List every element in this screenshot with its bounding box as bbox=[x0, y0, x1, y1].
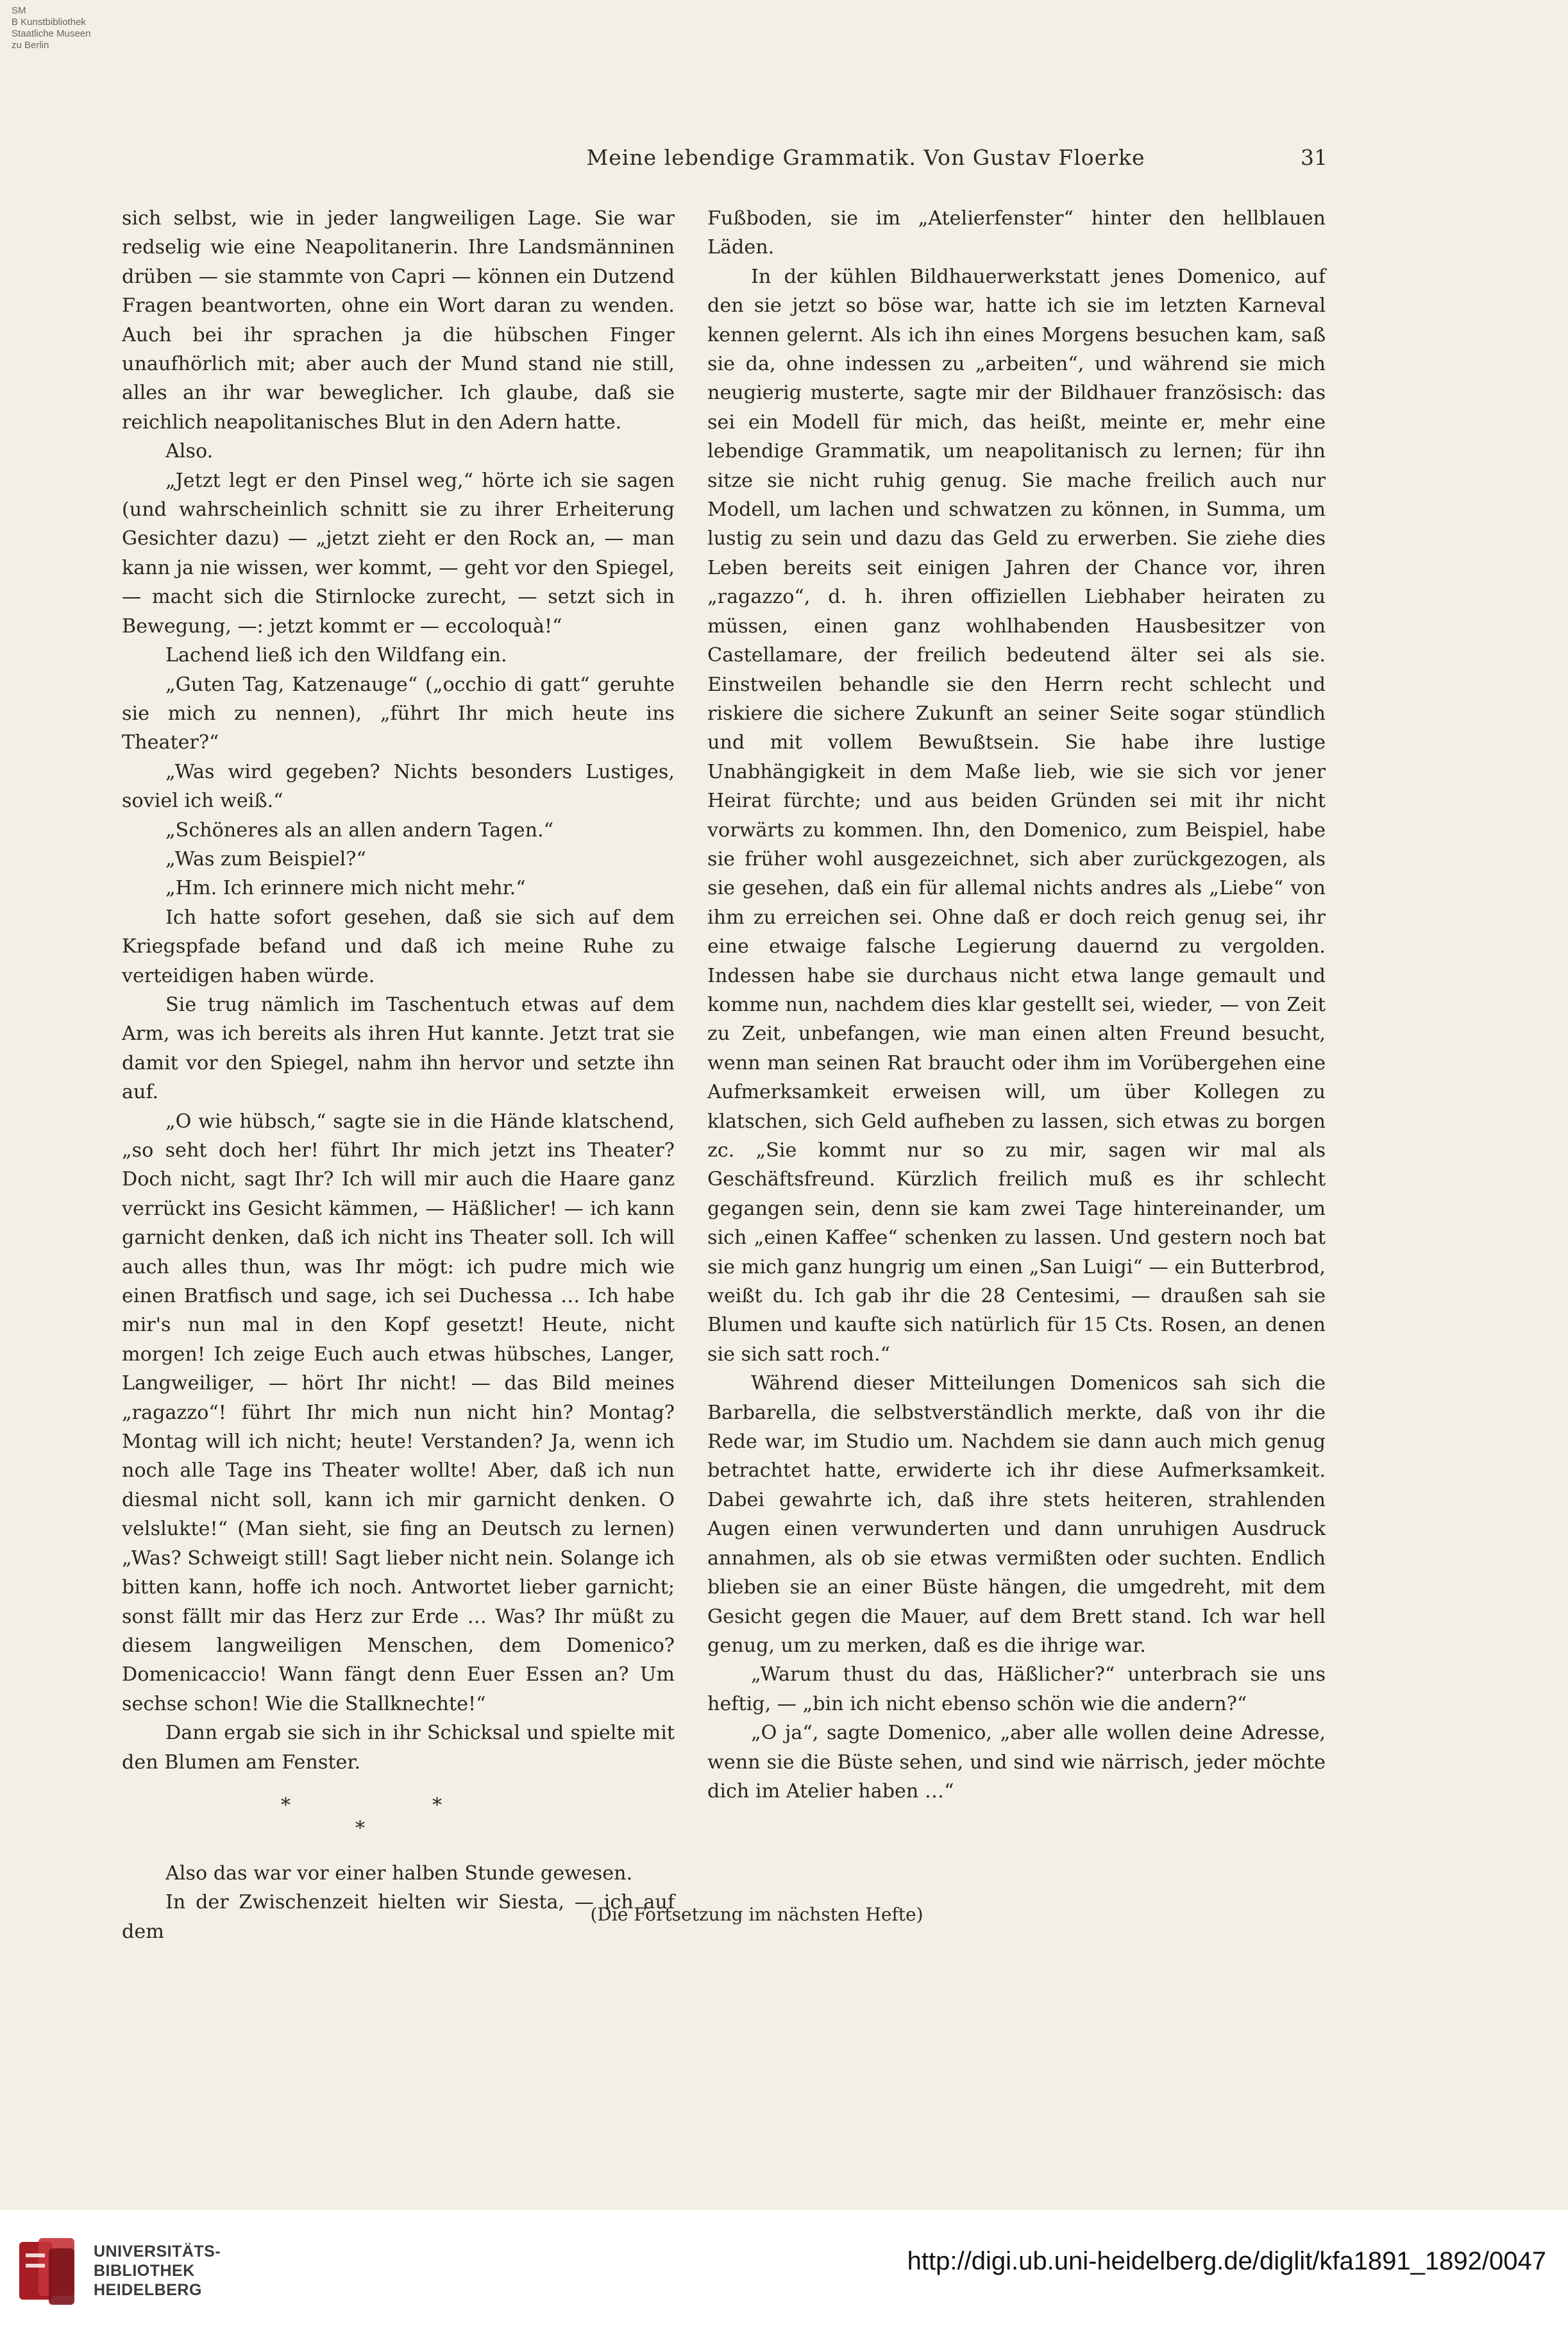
paragraph: „Guten Tag, Katzenauge“ („occhio di gatt“ geruhte sie mich zu nennen), „führt Ihr mich heute ins Theater?“ bbox=[122, 673, 675, 754]
paragraph: Lachend ließ ich den Wildfang ein. bbox=[165, 644, 507, 667]
library-name bbox=[94, 2242, 221, 2300]
source-url-link[interactable]: http://digi.ub.uni-heidelberg.de/diglit/kfa1891_1892/0047 bbox=[907, 2247, 1546, 2275]
stamp-line: SM bbox=[12, 5, 26, 16]
paragraph: Sie trug nämlich im Taschentuch etwas auf dem Arm, was ich bereits als ihren Hut kannte. Jetzt trat sie damit vor den Spiegel, nahm ihn hervor und setzte ihn auf. bbox=[122, 993, 675, 1104]
stamp-line: B Kunstbibliothek bbox=[12, 17, 86, 28]
university-library-logo-icon bbox=[17, 2235, 83, 2307]
running-head: Meine lebendige Grammatik. Von Gustav Floerke bbox=[586, 145, 1145, 170]
paragraph: Ich hatte sofort gesehen, daß sie sich auf dem Kriegspfade befand und daß ich meine Ruhe zu verteidigen haben würde. bbox=[122, 906, 675, 987]
paragraph: In der kühlen Bildhauerwerkstatt jenes Domenico, auf den sie jetzt so böse war, hatte ich sie im letzten Karneval kennen gelernt. Als ich ihn eines Morgens besuchen kam, saß sie da, ohne indessen zu „arbeiten“, und während sie mich neugierig musterte, sagte mir der Bildhauer französisch: das sei ein Modell für mich, das heißt, meinte er, mehr eine lebendige Grammatik, um neapolitanisch zu lernen; für ihn sitze sie nicht ruhig genug. Sie mache freilich auch nur Modell, um lachen und schwatzen zu können, in Summa, um lustig zu sein und dazu das Geld zu erwerben. Sie ziehe dies Leben bereits seit einigen Jahren der Chance vor, ihren „ragazzo“, d. h. ihren offiziellen Liebhaber heiraten zu müssen, einen ganz wohlhabenden Hausbesitzer von Castellamare, der freilich bedeutend älter sei als sie. Einstweilen behandle sie den Herrn recht schlecht und riskiere die sichere Zukunft an seiner Seite sogar stündlich und mit vollem Bewußtsein. Sie habe ihre lustige Unabhängigkeit in dem Maße lieb, wie sie sich vor jener Heirat fürchte; und aus beiden Gründen sei mit ihr nicht vorwärts zu kommen. Ihn, den Domenico, zum Beispiel, habe sie früher wohl ausgezeichnet, sich aber zurückgezogen, als sie gesehen, daß ein für allemal nichts andres als „Liebe“ von ihm zu erreichen sei. Ohne daß er doch reich genug sei, ihr eine etwaige falsche Legierung dauernd zu vergolden. Indessen habe sie durchaus nicht etwa lange gemault und komme nun, nachdem dies klar gestellt sei, wieder, — von Zeit zu Zeit, unbefangen, wie man einen alten Freund besucht, wenn man seinen Rat braucht oder ihm im Vorübergehen eine Aufmerksamkeit erweisen will, um über Kollegen zu klatschen, sich Geld aufheben zu lassen, sich etwas zu borgen zc. „Sie kommt nur so zu mir, sagen wir mal als Geschäftsfreund. Kürzlich freilich muß es ihr schlecht gegangen sein, denn sie kam zwei Tage hintereinander, um sich „einen Kaffee“ schenken zu lassen. Und gestern noch bat sie mich ganz hungrig um einen „San Luigi“ — ein Butterbrod, weißt du. Ich gab ihr die 28 Centesimi, — draußen sah sie Blumen und kaufte sich natürlich für 15 Cts. Rosen, an denen sie sich satt roch.“ bbox=[707, 265, 1326, 1366]
paragraph: In der Zwischenzeit hielten wir Siesta, — ich auf dem bbox=[122, 1891, 675, 1943]
library-name-line: UNIVERSITÄTS- bbox=[94, 2243, 221, 2261]
paragraph: „O wie hübsch,“ sagte sie in die Hände klatschend, „so seht doch her! führt Ihr mich jetzt ins Theater? Doch nicht, sagt Ihr? Ich will mir auch die Haare ganz verrückt ins Gesicht kämmen, — Häßlicher! — ich kann garnicht denken, daß ich nicht ins Theater soll. Ich will auch alles thun, was Ihr mögt: ich pudre mich wie einen Bratfisch und sage, ich sei Duchessa … Ich habe mir's nun mal in den Kopf gesetzt! Heute, nicht morgen! Ich zeige Euch auch etwas hübsches, Langer, Langweiliger, — hört Ihr nicht! — das Bild meines „ragazzo“! führt Ihr mich nun nicht hin? Montag? Montag will ich nicht; heute! Verstanden? Ja, wenn ich noch alle Tage ins Theater wollte! Aber, daß ich nun diesmal nicht soll, kann ich mir garnicht denken. O velslukte!“ (Man sieht, sie fing an Deutsch zu lernen) „Was? Schweigt still! Sagt lieber nicht nein. Solange ich bitten kann, hoffe ich noch. Antwortet lieber garnicht; sonst fällt mir das Herz zur Erde … Was? Ihr müßt zu diesem langweiligen Menschen, dem Domenico? Domenicaccio! Wann fängt denn Euer Essen an? Um sechse schon! Wie die Stallknechte!“ bbox=[122, 1110, 675, 1715]
library-name-line: HEIDELBERG bbox=[94, 2281, 202, 2299]
asterism-star: * bbox=[432, 1794, 442, 1817]
right-column bbox=[707, 204, 1326, 1806]
library-stamp bbox=[12, 5, 90, 51]
asterism-star: * bbox=[281, 1794, 291, 1817]
paragraph: „Was wird gegeben? Nichts besonders Lustiges, soviel ich weiß.“ bbox=[122, 760, 675, 813]
continuation-note: (Die Fortsetzung im nächsten Hefte) bbox=[590, 1904, 923, 1925]
left-column bbox=[122, 204, 675, 1946]
paragraph: „Jetzt legt er den Pinsel weg,“ hörte ich sie sagen (und wahrscheinlich schnitt sie zu ihrer Erheiterung Gesichter dazu) — „jetzt zieht er den Rock an, — man kann ja nie wissen, wer kommt, — geht vor den Spiegel, — macht sich die Stirnlocke zurecht, — setzt sich in Bewegung, —: jetzt kommt er — eccoloquà!“ bbox=[122, 469, 675, 638]
paragraph: „Warum thust du das, Häßlicher?“ unterbrach sie uns heftig, — „bin ich nicht ebenso schön wie die andern?“ bbox=[707, 1663, 1326, 1715]
footer-bar bbox=[0, 2210, 1568, 2333]
paragraph: „Schöneres als an allen andern Tagen.“ bbox=[165, 819, 554, 842]
asterism-star: * bbox=[355, 1817, 365, 1840]
stamp-line: zu Berlin bbox=[12, 40, 49, 51]
page-number: 31 bbox=[1301, 145, 1328, 170]
paragraph: „Hm. Ich erinnere mich nicht mehr.“ bbox=[165, 877, 526, 900]
paragraph: Dann ergab sie sich in ihr Schicksal und spielte mit den Blumen am Fenster. bbox=[122, 1722, 675, 1774]
paragraph: Also das war vor einer halben Stunde gewesen. bbox=[165, 1862, 633, 1885]
paragraph: Fußboden, sie im „Atelierfenster“ hinter den hellblauen Läden. bbox=[707, 207, 1326, 259]
library-name-line: BIBLIOTHEK bbox=[94, 2262, 195, 2280]
paragraph: sich selbst, wie in jeder langweiligen Lage. Sie war redselig wie eine Neapolitanerin. Ihre Landsmänninen drüben — sie stammte von Capri — können ein Dutzend Fragen beantworten, ohne ein Wort daran zu wenden. Auch bei ihr sprachen ja die hübschen Finger unaufhörlich mit; aber auch der Mund stand nie still, alles an ihr war beweglicher. Ich glaube, daß sie reichlich neapolitanisches Blut in den Adern hatte. bbox=[122, 207, 675, 434]
section-asterism bbox=[122, 1788, 675, 1847]
paragraph: „O ja“, sagte Domenico, „aber alle wollen deine Adresse, wenn sie die Büste sehen, und sind wie närrisch, jeder möchte dich im Atelier haben …“ bbox=[707, 1722, 1326, 1803]
paragraph: „Was zum Beispiel?“ bbox=[165, 847, 366, 870]
stamp-line: Staatliche Museen bbox=[12, 28, 91, 39]
paragraph: Also. bbox=[165, 440, 214, 463]
paragraph: Während dieser Mitteilungen Domenicos sah sich die Barbarella, die selbstverständlich merkte, daß von ihr die Rede war, im Studio um. Nachdem sie dann auch mich genug betrachtet hatte, erwiderte ich ihr diese Aufmerksamkeit. Dabei gewahrte ich, daß ihre stets heiteren, strahlenden Augen einen verwunderten und dann unruhigen Ausdruck annahmen, als ob sie etwas vermißten oder suchten. Endlich blieben sie an einer Büste hängen, die umgedreht, mit dem Gesicht gegen die Mauer, auf dem Brett stand. Ich war hell genug, um zu merken, daß es die ihrige war. bbox=[707, 1372, 1326, 1657]
